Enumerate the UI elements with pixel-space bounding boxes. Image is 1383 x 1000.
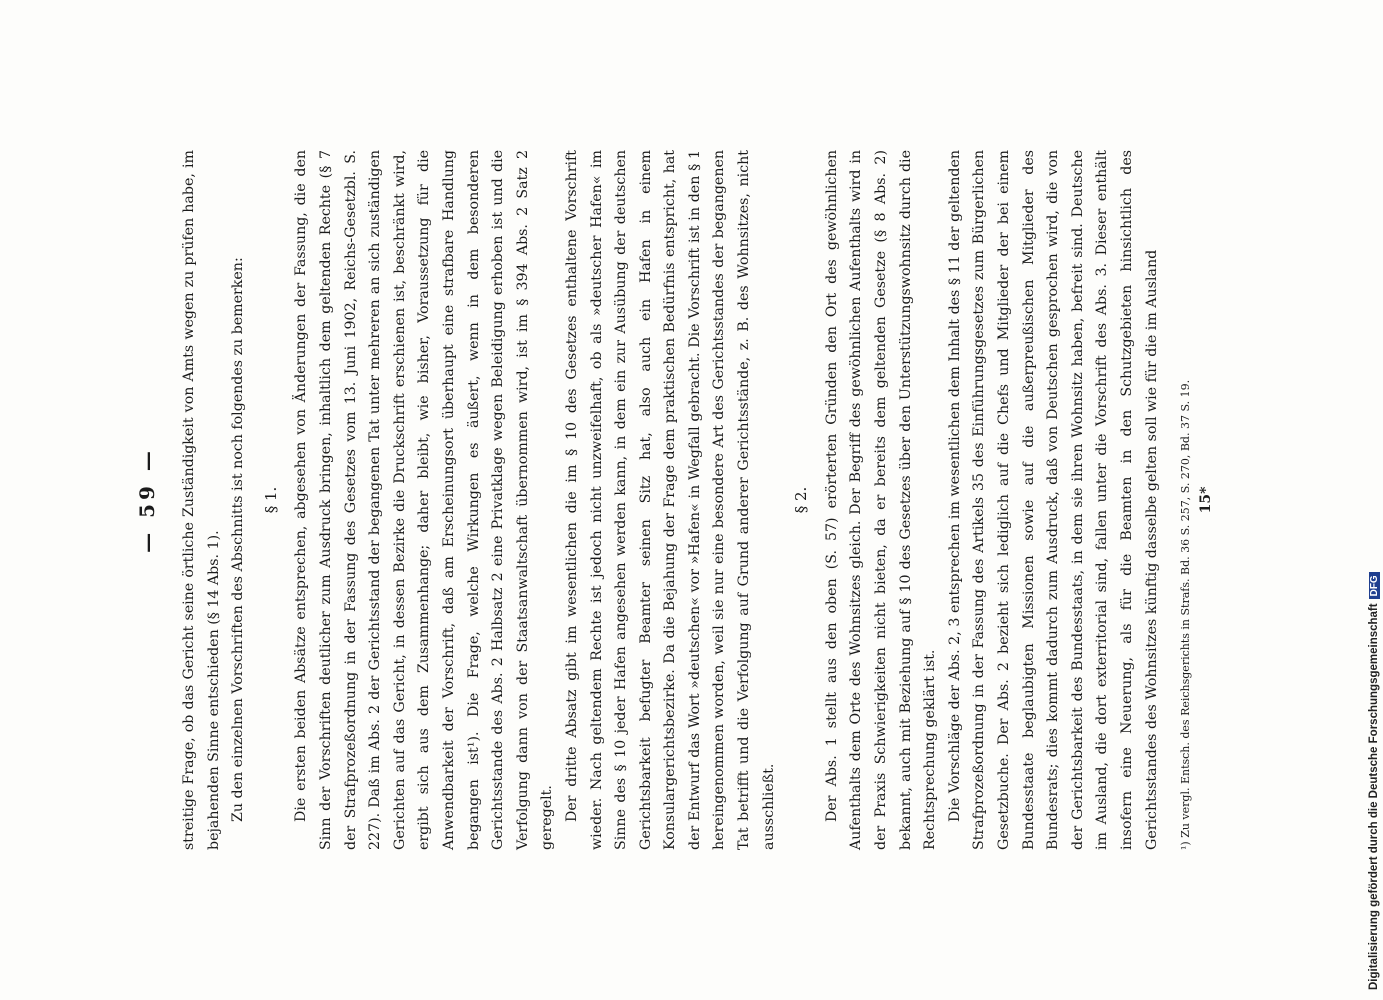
- digitization-credit: [1368, 10, 1383, 990]
- section-heading-2: § 2.: [792, 486, 811, 514]
- paragraph-section2-b: Die Vorschläge der Abs. 2, 3 entsprechen im wesentlichen dem Inhalt des § 11 der geltenden Strafprozeßordnung in der Fassung des Artikels 35 des Einführungsgesetzes zum Bürgerlichen Gesetzbuche. Der Abs. 2 bezieht sich lediglich auf die Chefs und Mitglieder der bei einem Bundesstaate beglaubigten Missionen sowie auf die außerpreußischen Mitglieder des Bundesrats; dies kommt dadurch zum Ausdruck, daß von Deutschen gesprochen wird, die von der Gerichtsbarkeit des Bundesstaats, in dem sie ihren Wohnsitz haben, befreit sind. Deutsche im Ausland, die dort exterritorial sind, fallen unter die Vorschrift des Abs. 3. Dieser enthält insofern eine Neuerung, als für die Beamten in den Schutzgebieten hinsichtlich des Gerichtsstandes des Wohnsitzes künftig dasselbe gelten soll wie für die im Ausland: [946, 150, 1160, 850]
- paragraph-intro: streitige Frage, ob das Gericht seine örtliche Zuständigkeit von Amts wegen zu prüfen habe, im bejahenden Sinne entschieden (§ 14 Abs. 1).: [181, 150, 222, 850]
- signature-mark: 15*: [1198, 486, 1215, 514]
- paragraph-section1-b: Der dritte Absatz gibt im wesentlichen die im § 10 des Gesetzes enthaltene Vorschrift wieder. Nach geltendem Rechte ist jedoch nicht unzweifelhaft, ob als »deutscher Hafen« im Sinne des § 10 jeder Hafen angesehen werden kann, in dem ein zur Ausübung der deutschen Gerichtsbarkeit befugter Beamter seinen Sitz hat, also auch ein Hafen in einem Konsulargerichtsbezirke. Da die Bejahung der Frage dem praktischen Bedürfnis entspricht, hat der Entwurf das Wort »deutschen« vor »Hafen« in Wegfall gebracht. Die Vorschrift ist in den § 1 hereingenommen worden, weil sie nur eine besondere Art des Gerichtsstandes der begangenen Tat betrifft und die Verfolgung auf Grund anderer Gerichtsstände, z. B. des Wohnsitzes, nicht ausschließt.: [563, 150, 777, 850]
- rotated-printed-page: [115, 120, 1265, 880]
- paragraph-section2-a: Der Abs. 1 stellt aus den oben (S. 57) erörterten Gründen den Ort des gewöhnlichen Aufenthalts dem Orte des Wohnsitzes gleich. Der Begriff des gewöhnlichen Aufenthalts wird in der Praxis Schwierigkeiten nicht bieten, da er bereits dem geltenden Gesetze (§ 8 Abs. 2) bekannt, auch mit Beziehung auf § 10 des Gesetzes über den Unterstützungswohnsitz durch die Rechtsprechung geklärt ist.: [823, 150, 939, 850]
- footnote: ¹) Zu vergl. Entsch. des Reichsgerichts in Strafs. Bd. 36 S. 257, S. 270, Bd. 37 S. 19.: [1179, 379, 1193, 850]
- dfg-logo-icon: DFG: [1369, 572, 1380, 599]
- credit-text: Digitalisierung gefördert durch die Deutsche Forschungsgemeinschaft: [1368, 603, 1380, 990]
- page-number-header: — 59 —: [135, 447, 159, 553]
- page-body: [159, 120, 1164, 880]
- paragraph-remarks: Zu den einzelnen Vorschriften des Abschnitts ist noch folgendes zu bemerken:: [230, 257, 247, 822]
- paragraph-section1-a: Die ersten beiden Absätze entsprechen, abgesehen von Änderungen der Fassung, die den Sinn der Vorschriften deutlicher zum Ausdruck bringen, inhaltlich dem geltenden Rechte (§ 7 der Strafprozeßordnung in der Fassung des Gesetzes vom 13. Juni 1902, Reichs-Gesetzbl. S. 227). Daß im Abs. 2 der Gerichtsstand der begangenen Tat unter mehreren an sich zuständigen Gerichten auf das Gericht, in dessen Bezirke die Druckschrift erschienen ist, beschränkt wird, ergibt sich aus dem Zusammenhange; daher bleibt, wie bisher, Voraussetzung für die Anwendbarkeit der Vorschrift, daß am Erscheinungsort überhaupt eine strafbare Handlung begangen ist¹). Die Frage, welche Wirkungen es äußert, wenn in dem besonderen Gerichtsstande des Abs. 2 Halbsatz 2 eine Privatklage wegen Beleidigung erhoben ist und die Verfolgung dann von der Staatsanwaltschaft übernommen wird, ist im § 394 Abs. 2 Satz 2 geregelt.: [293, 150, 556, 850]
- section-heading-1: § 1.: [261, 486, 280, 514]
